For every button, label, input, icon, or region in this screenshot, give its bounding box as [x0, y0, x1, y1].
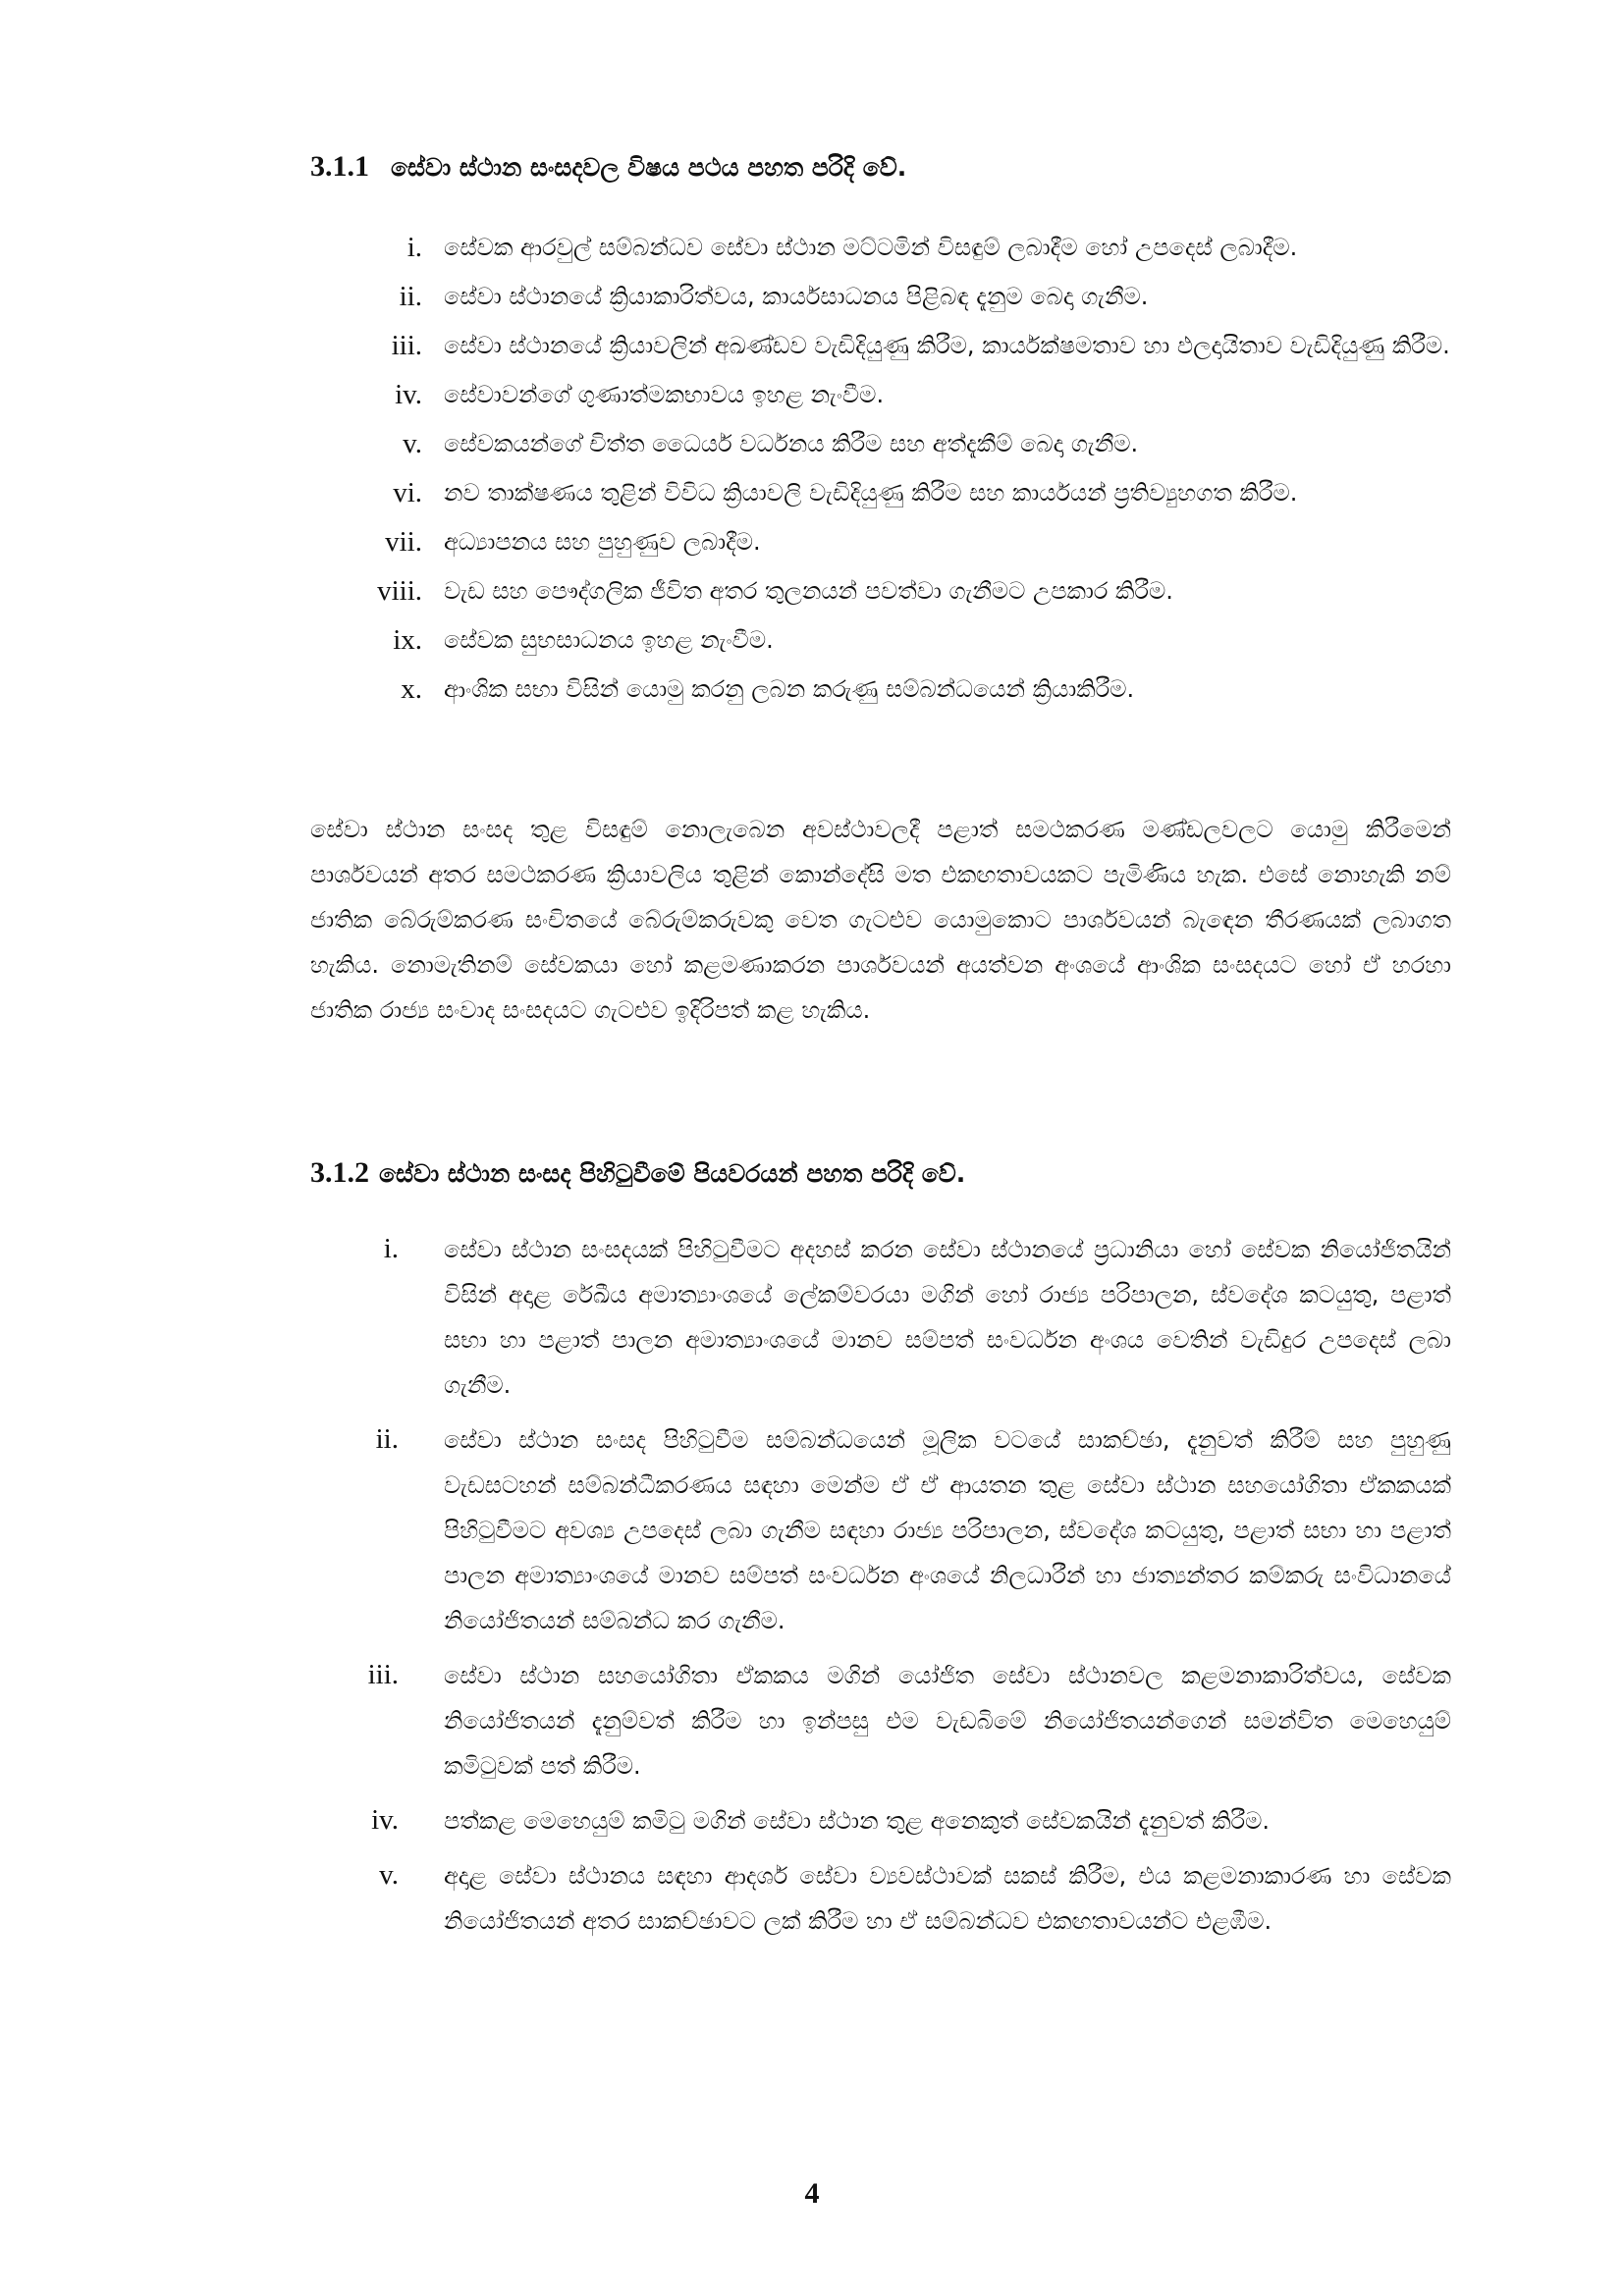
list-marker: ii. — [399, 281, 422, 312]
list-marker: x. — [401, 673, 422, 705]
list-item-text: වැඩ සහ පෞද්ගලික ජීවිත අතර තුලනයන් පවත්වා ගැනීමට උපකාර කිරීම. — [444, 577, 1173, 605]
list-marker: iv. — [371, 1804, 399, 1836]
list-item — [310, 667, 1451, 711]
list-item — [310, 1653, 1451, 1789]
list-marker: vii. — [385, 526, 422, 558]
list-item-text: සේවා ස්ථාන සංසදයක් පිහිටුවීමට අදහස් කරන සේවා ස්ථානයේ ප්‍රධානියා හෝ සේවක නියෝජිතයින් විසින් අදාළ රේඛීය අමාත්‍යාංශයේ ලේකම්වරයා මගින් හෝ රාජ්‍ය පරිපාලන, ස්වදේශ කටයුතු, පළාත් සභා හා පළාත් පාලන අමාත්‍යාංශයේ මානව සම්පත් සංවර්ධන අංශය වෙතින් වැඩිදුර උපදෙස් ලබා ගැනීම. — [444, 1236, 1451, 1399]
section-title: සේවා ස්ථාන සංසදවල විෂය පථය පහත පරිදි වේ. — [391, 153, 907, 182]
list-item — [310, 275, 1451, 318]
list-item — [310, 226, 1451, 269]
list-marker: iii. — [391, 330, 422, 361]
scope-list — [310, 226, 1451, 717]
list-item-text: සේවක ආරවුල් සම්බන්ධව සේවා ස්ථාන මට්ටමින් විසඳුම් ලබාදීම හෝ උපදෙස් ලබාදීම. — [444, 234, 1298, 261]
list-item — [310, 324, 1451, 367]
list-item-text: සේවක සුභසාධනය ඉහළ නැංවීම. — [444, 626, 774, 654]
list-marker: ii. — [375, 1423, 399, 1455]
list-marker: i. — [406, 232, 422, 263]
section-number: 3.1.1 — [310, 150, 369, 183]
list-item-text: සේවා ස්ථාන සංසද පිහිටුවීම සම්බන්ධයෙන් මූලික වටයේ සාකච්ඡා, දැනුවත් කිරීම් සහ පුහුණු වැඩසටහන් සම්බන්ධීකරණය සඳහා මෙන්ම ඒ ඒ ආයතන තුළ සේවා ස්ථාන සහයෝගිතා ඒකකයක් පිහිටුවීමට අවශ්‍ය උපදෙස් ලබා ගැනීම සඳහා රාජ්‍ය පරිපාලන, ස්වදේශ කටයුතු, පළාත් සභා හා පළාත් පාලන අමාත්‍යාංශයේ මානව සම්පත් සංවර්ධන අංශයේ නිලධාරීන් හා ජාත්‍යන්තර කම්කරු සංවිධානයේ නියෝජිතයන් සම්බන්ධ කර ගැනීම. — [444, 1426, 1451, 1634]
list-item — [310, 1417, 1451, 1643]
list-item — [310, 1227, 1451, 1408]
list-item-text: අධ්‍යාපනය සහ පුහුණුව ලබාදීම. — [444, 528, 761, 556]
list-marker: v. — [403, 428, 422, 459]
list-item — [310, 520, 1451, 563]
list-marker: v. — [379, 1859, 399, 1891]
list-item-text: සේවා ස්ථාන සහයෝගිතා ඒකකය මගින් යෝජිත සේවා ස්ථානවල කළමනාකාරිත්වය, සේවක නියෝජිතයන් දැනුම්වත් කිරීම හා ඉන්පසු එම වැඩබිමේ නියෝජිතයන්ගෙන් සමන්විත මෙහෙයුම් කමිටුවක් පත් කිරීම. — [444, 1662, 1451, 1780]
list-item-text: සේවා ස්ථානයේ ක්‍රියාකාරිත්වය, කාර්යසාධනය පිළිබඳ දැනුම බෙදා ගැනීම. — [444, 283, 1149, 310]
body-paragraph: සේවා ස්ථාන සංසද තුළ විසඳුම් නොලැබෙන අවස්ථාවලදී පළාත් සමථකරණ මණ්ඩලවලට යොමු කිරීමෙන් පාර්ශවයන් අතර සමථකරණ ක්‍රියාවලිය තුළින් කොන්දේසි මත එකඟතාවයකට පැමිණිය හැක. එසේ නොහැකි නම් ජාතික බේරුම්කරණ සංචිතයේ බේරුම්කරුවකු වෙත ගැටළුව යොමුකොට පාර්ශවයන් බැඳෙන තීරණයක් ලබාගත හැකිය. නොමැතිනම් සේවකයා හෝ කළමණාකරන පාර්ශවයන් අයත්වන අංශයේ ආංශික සංසදයට හෝ ඒ හරහා ජාතික රාජ්‍ය සංවාද සංසදයට ගැටළුව ඉදිරිපත් කළ හැකිය. — [310, 816, 1451, 1024]
list-item — [310, 422, 1451, 465]
list-item — [310, 618, 1451, 662]
section-title: සේවා ස්ථාන සංසද පිහිටුවීමේ පියවරයන් පහත පරිදි වේ. — [379, 1159, 966, 1188]
list-item — [310, 1798, 1451, 1843]
list-item — [310, 471, 1451, 514]
list-marker: iii. — [367, 1659, 399, 1690]
section-number: 3.1.2 — [310, 1156, 369, 1189]
section-heading-3-1-2 — [310, 1155, 965, 1192]
page-number: 4 — [804, 2177, 820, 2210]
list-item-text: සේවකයන්ගේ චිත්ත ධෛර්ය වර්ධනය කිරීම සහ අත්දැකීම් බෙදා ගැනීම. — [444, 430, 1139, 457]
list-item-text: සේවාවන්ගේ ගුණාත්මකභාවය ඉහළ නැංවීම. — [444, 381, 885, 408]
list-marker: iv. — [395, 379, 422, 410]
list-item-text: ආංශික සභා විසින් යොමු කරනු ලබන කරුණු සම්බන්ධයෙන් ක්‍රියාකිරීම. — [444, 675, 1135, 703]
establishment-steps-list — [310, 1227, 1451, 1953]
section-heading-3-1-1 — [310, 149, 906, 186]
list-item-text: පත්කළ මෙහෙයුම් කමිටු මගින් සේවා ස්ථාන තුළ අනෙකුත් සේවකයින් දැනුවත් කිරීම. — [444, 1807, 1270, 1835]
list-item — [310, 569, 1451, 613]
list-item-text: අදාළ සේවා ස්ථානය සඳහා ආදර්ශ සේවා ව්‍යවස්ථාවක් සකස් කිරීම, එය කළමනාකාරණ හා සේවක නියෝජිතයන් අතර සාකච්ඡාවට ලක් කිරීම හා ඒ සම්බන්ධව එකඟතාවයන්ට එළඹීම. — [444, 1862, 1451, 1935]
list-item-text: සේවා ස්ථානයේ ක්‍රියාවලින් අඛණ්ඩව වැඩිදියුණු කිරීම, කාර්යක්ෂමතාව හා ඵලදායිතාව වැඩිදියුණු කිරීම. — [444, 332, 1450, 359]
list-marker: vi. — [393, 477, 422, 508]
list-marker: viii. — [377, 575, 422, 607]
list-marker: ix. — [393, 624, 422, 656]
list-marker: i. — [383, 1233, 399, 1264]
list-item — [310, 373, 1451, 416]
list-item — [310, 1853, 1451, 1944]
list-item-text: නව තාක්ෂණය තුළින් විවිධ ක්‍රියාවලි වැඩිදියුණු කිරීම සහ කාර්යයන් ප්‍රතිව්‍යුහගත කිරීම. — [444, 479, 1298, 507]
